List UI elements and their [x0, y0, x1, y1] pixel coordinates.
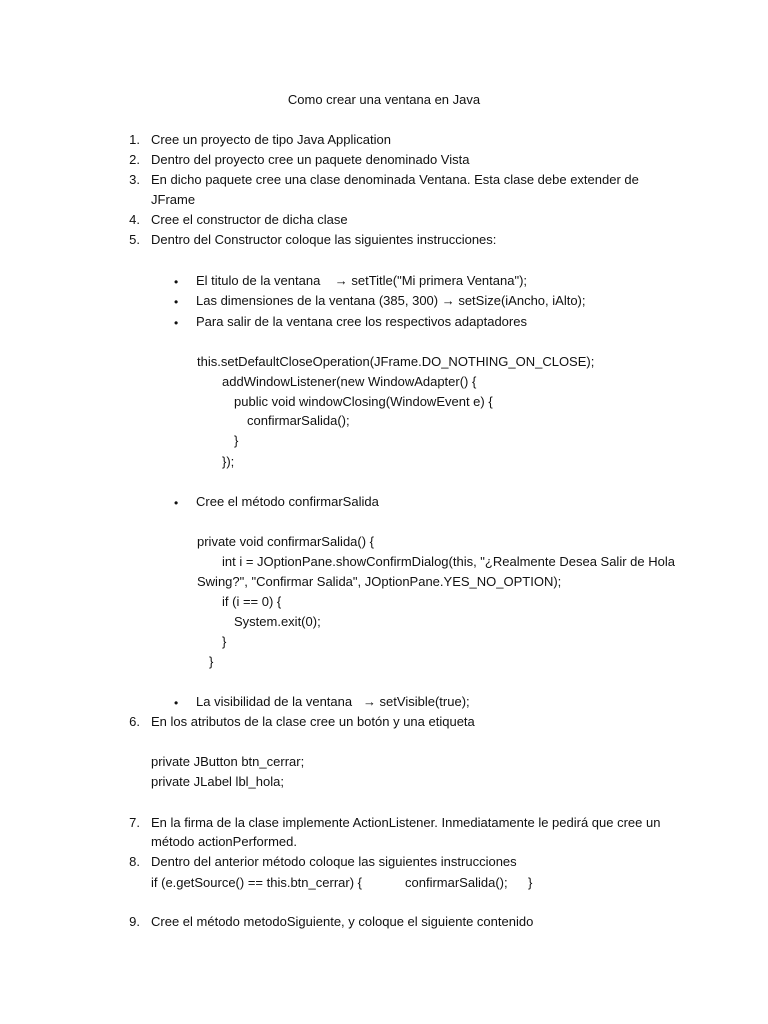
code-line: }); [222, 454, 235, 469]
item-number: 2. [129, 152, 140, 167]
code-line: this.setDefaultCloseOperation(JFrame.DO_NOTHING_ON_CLOSE); [197, 354, 595, 369]
list-item-9: Cree el método metodoSiguiente, y coloque el siguiente contenido [151, 914, 534, 929]
code-line: Swing?", "Confirmar Salida", JOptionPane.YES_NO_OPTION); [197, 574, 562, 589]
list-item-3-line1: En dicho paquete cree una clase denominada Ventana. Esta clase debe extender de [151, 172, 639, 187]
bullet-icon: • [174, 316, 179, 330]
list-item-7-line1: En la firma de la clase implemente ActionListener. Inmediatamente le pedirá que cree un [151, 815, 661, 830]
bullet-item-title: El titulo de la ventana → setTitle("Mi primera Ventana"); [196, 273, 528, 288]
code-line: } [222, 634, 227, 649]
code-line: private JLabel lbl_hola; [151, 774, 284, 789]
code-line: } [528, 875, 533, 890]
bullet-icon: • [174, 696, 179, 710]
bullet-icon: • [174, 295, 179, 309]
bullet-item-confirmar: Cree el método confirmarSalida [196, 494, 379, 509]
list-item-7-line2: método actionPerformed. [151, 834, 297, 849]
code-line: confirmarSalida(); [405, 875, 508, 890]
code-line: if (e.getSource() == this.btn_cerrar) { [151, 875, 362, 890]
bullet-icon: • [174, 275, 179, 289]
item-number: 5. [129, 232, 140, 247]
bullet-item-size: Las dimensiones de la ventana (385, 300) → setSize(iAncho, iAlto); [196, 293, 586, 308]
code-line: private JButton btn_cerrar; [151, 754, 305, 769]
list-item-6: En los atributos de la clase cree un botón y una etiqueta [151, 714, 475, 729]
code-line: confirmarSalida(); [247, 413, 350, 428]
list-item-1: Cree un proyecto de tipo Java Application [151, 132, 391, 147]
item-number: 9. [129, 914, 140, 929]
list-item-3-line2: JFrame [151, 192, 196, 207]
code-line: addWindowListener(new WindowAdapter() { [222, 374, 477, 389]
code-line: private void confirmarSalida() { [197, 534, 375, 549]
list-item-8: Dentro del anterior método coloque las siguientes instrucciones [151, 854, 517, 869]
list-item-4: Cree el constructor de dicha clase [151, 212, 348, 227]
item-number: 4. [129, 212, 140, 227]
item-number: 7. [129, 815, 140, 830]
bullet-icon: • [174, 496, 179, 510]
item-number: 8. [129, 854, 140, 869]
list-item-5: Dentro del Constructor coloque las siguientes instrucciones: [151, 232, 497, 247]
bullet-item-adapters: Para salir de la ventana cree los respectivos adaptadores [196, 314, 527, 329]
page-title: Como crear una ventana en Java [287, 92, 481, 107]
bullet-item-visible: La visibilidad de la ventana → setVisible(true); [196, 694, 470, 709]
list-item-2: Dentro del proyecto cree un paquete denominado Vista [151, 152, 470, 167]
code-line: } [234, 433, 239, 448]
item-number: 3. [129, 172, 140, 187]
item-number: 1. [129, 132, 140, 147]
item-number: 6. [129, 714, 140, 729]
code-line: } [209, 654, 214, 669]
code-line: System.exit(0); [234, 614, 321, 629]
code-line: if (i == 0) { [222, 594, 282, 609]
code-line: int i = JOptionPane.showConfirmDialog(this, "¿Realmente Desea Salir de Hola [222, 554, 675, 569]
code-line: public void windowClosing(WindowEvent e) { [234, 394, 493, 409]
